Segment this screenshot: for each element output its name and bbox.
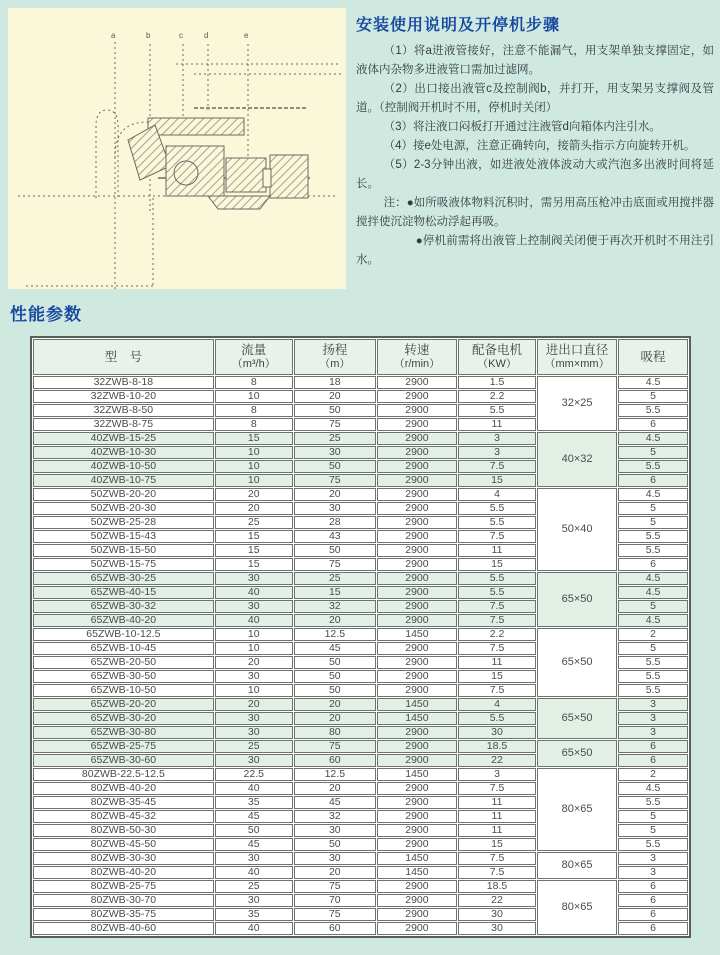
speed-cell: 2900	[377, 614, 457, 627]
model-cell: 65ZWB-40-15	[33, 586, 214, 599]
model-cell: 80ZWB-40-20	[33, 866, 214, 879]
speed-cell: 2900	[377, 572, 457, 585]
model-cell: 32ZWB-10-20	[33, 390, 214, 403]
model-cell: 40ZWB-10-50	[33, 460, 214, 473]
flow-cell: 10	[215, 390, 293, 403]
flow-cell: 15	[215, 544, 293, 557]
suction-cell: 6	[618, 908, 688, 921]
model-cell: 40ZWB-10-30	[33, 446, 214, 459]
power-cell: 5.5	[458, 502, 536, 515]
model-cell: 65ZWB-10-50	[33, 684, 214, 697]
speed-cell: 2900	[377, 432, 457, 445]
flow-cell: 30	[215, 572, 293, 585]
suction-cell: 6	[618, 880, 688, 893]
power-cell: 1.5	[458, 376, 536, 389]
head-cell: 18	[294, 376, 376, 389]
suction-cell: 6	[618, 558, 688, 571]
speed-cell: 2900	[377, 460, 457, 473]
suction-cell: 5.5	[618, 656, 688, 669]
suction-cell: 5	[618, 502, 688, 515]
instruction-paragraph: ●停机前需将出液管上控制阀关闭便于再次开机时不用注引水。	[356, 235, 714, 266]
flow-cell: 15	[215, 432, 293, 445]
flow-cell: 20	[215, 502, 293, 515]
diameter-cell: 80×65	[537, 852, 617, 879]
speed-cell: 2900	[377, 908, 457, 921]
instruction-paragraph: （4）接e处电源，注意正确转向，接箭头指示方向旋转开机。	[383, 140, 696, 152]
head-cell: 45	[294, 796, 376, 809]
model-cell: 80ZWB-35-45	[33, 796, 214, 809]
flow-cell: 45	[215, 810, 293, 823]
header-speed: 转速 （r/min）	[377, 339, 457, 375]
flow-cell: 10	[215, 446, 293, 459]
speed-cell: 2900	[377, 544, 457, 557]
head-cell: 43	[294, 530, 376, 543]
power-cell: 3	[458, 446, 536, 459]
head-cell: 32	[294, 810, 376, 823]
model-cell: 50ZWB-15-50	[33, 544, 214, 557]
flow-cell: 8	[215, 404, 293, 417]
head-cell: 50	[294, 656, 376, 669]
header-model: 型 号	[33, 339, 214, 375]
head-cell: 75	[294, 558, 376, 571]
speed-cell: 2900	[377, 642, 457, 655]
instruction-paragraph: 注：●如所吸液体物料沉积时，需另用高压枪冲击底面或用搅拌器搅拌使沉淀物松动浮起再吸。	[356, 197, 714, 228]
model-cell: 65ZWB-20-50	[33, 656, 214, 669]
suction-cell: 5.5	[618, 460, 688, 473]
power-cell: 7.5	[458, 684, 536, 697]
suction-cell: 4.5	[618, 376, 688, 389]
flow-cell: 20	[215, 488, 293, 501]
suction-cell: 4.5	[618, 586, 688, 599]
power-cell: 7.5	[458, 460, 536, 473]
suction-cell: 5	[618, 446, 688, 459]
power-cell: 5.5	[458, 586, 536, 599]
suction-cell: 3	[618, 712, 688, 725]
model-cell: 50ZWB-20-30	[33, 502, 214, 515]
flow-cell: 50	[215, 824, 293, 837]
flow-cell: 10	[215, 642, 293, 655]
flow-cell: 30	[215, 670, 293, 683]
speed-cell: 2900	[377, 656, 457, 669]
head-cell: 20	[294, 866, 376, 879]
flow-cell: 40	[215, 614, 293, 627]
model-cell: 80ZWB-30-70	[33, 894, 214, 907]
suction-cell: 5.5	[618, 796, 688, 809]
model-cell: 50ZWB-15-75	[33, 558, 214, 571]
power-cell: 15	[458, 838, 536, 851]
head-cell: 30	[294, 852, 376, 865]
suction-cell: 3	[618, 866, 688, 879]
table-row	[33, 376, 688, 389]
power-cell: 7.5	[458, 642, 536, 655]
diameter-cell: 80×65	[537, 768, 617, 851]
head-cell: 75	[294, 474, 376, 487]
pump-diagram	[8, 8, 346, 289]
power-cell: 7.5	[458, 530, 536, 543]
head-cell: 80	[294, 726, 376, 739]
model-cell: 65ZWB-40-20	[33, 614, 214, 627]
speed-cell: 2900	[377, 684, 457, 697]
flow-cell: 10	[215, 684, 293, 697]
model-cell: 50ZWB-15-43	[33, 530, 214, 543]
power-cell: 7.5	[458, 614, 536, 627]
head-cell: 50	[294, 404, 376, 417]
speed-cell: 2900	[377, 740, 457, 753]
head-cell: 60	[294, 754, 376, 767]
table-row	[33, 852, 688, 865]
suction-cell: 5.5	[618, 530, 688, 543]
speed-cell: 1450	[377, 698, 457, 711]
model-cell: 80ZWB-40-60	[33, 922, 214, 935]
speed-cell: 2900	[377, 474, 457, 487]
power-cell: 11	[458, 544, 536, 557]
table-header-row	[33, 339, 688, 375]
head-cell: 20	[294, 390, 376, 403]
head-cell: 20	[294, 488, 376, 501]
pipe-label-e: e	[244, 31, 249, 40]
model-cell: 65ZWB-30-25	[33, 572, 214, 585]
suction-cell: 5	[618, 642, 688, 655]
head-cell: 20	[294, 782, 376, 795]
suction-cell: 2	[618, 628, 688, 641]
suction-cell: 4.5	[618, 432, 688, 445]
flow-cell: 10	[215, 628, 293, 641]
header-flow: 流量 （m³/h）	[215, 339, 293, 375]
table-row	[33, 488, 688, 501]
table-row	[33, 698, 688, 711]
model-cell: 65ZWB-30-80	[33, 726, 214, 739]
model-cell: 65ZWB-30-60	[33, 754, 214, 767]
model-cell: 50ZWB-25-28	[33, 516, 214, 529]
model-cell: 32ZWB-8-50	[33, 404, 214, 417]
flow-cell: 40	[215, 866, 293, 879]
suction-cell: 5.5	[618, 404, 688, 417]
head-cell: 50	[294, 684, 376, 697]
head-cell: 20	[294, 712, 376, 725]
speed-cell: 2900	[377, 390, 457, 403]
suction-cell: 6	[618, 754, 688, 767]
power-cell: 5.5	[458, 404, 536, 417]
suction-cell: 4.5	[618, 572, 688, 585]
speed-cell: 2900	[377, 838, 457, 851]
header-diameter: 进出口直径 （mm×mm）	[537, 339, 617, 375]
power-cell: 7.5	[458, 852, 536, 865]
power-cell: 2.2	[458, 390, 536, 403]
model-cell: 65ZWB-25-75	[33, 740, 214, 753]
head-cell: 50	[294, 670, 376, 683]
head-cell: 25	[294, 572, 376, 585]
model-cell: 80ZWB-35-75	[33, 908, 214, 921]
power-cell: 15	[458, 474, 536, 487]
speed-cell: 1450	[377, 628, 457, 641]
flow-cell: 30	[215, 600, 293, 613]
table-row	[33, 768, 688, 781]
speed-cell: 2900	[377, 502, 457, 515]
instruction-paragraph: （1）将a进液管接好，注意不能漏气，用支架单独支撑固定，如液体内杂物多进液管口需加过滤网。	[356, 45, 714, 76]
flow-cell: 30	[215, 852, 293, 865]
suction-cell: 5	[618, 600, 688, 613]
diameter-cell: 32×25	[537, 376, 617, 431]
head-cell: 25	[294, 432, 376, 445]
suction-cell: 5.5	[618, 838, 688, 851]
suction-cell: 5.5	[618, 670, 688, 683]
table-row	[33, 432, 688, 445]
performance-section-title: 性能参数	[10, 305, 82, 324]
speed-cell: 2900	[377, 824, 457, 837]
power-cell: 11	[458, 418, 536, 431]
head-cell: 30	[294, 824, 376, 837]
flow-cell: 8	[215, 376, 293, 389]
pump-diagram-panel	[8, 8, 346, 289]
flow-cell: 25	[215, 740, 293, 753]
model-cell: 65ZWB-30-50	[33, 670, 214, 683]
speed-cell: 2900	[377, 810, 457, 823]
power-cell: 15	[458, 558, 536, 571]
head-cell: 20	[294, 614, 376, 627]
model-cell: 40ZWB-10-75	[33, 474, 214, 487]
speed-cell: 2900	[377, 404, 457, 417]
instruction-paragraph: （3）将注液口闷板打开通过注液管d向箱体内注引水。	[383, 121, 661, 133]
flow-cell: 30	[215, 712, 293, 725]
power-cell: 3	[458, 768, 536, 781]
table-row	[33, 740, 688, 753]
power-cell: 11	[458, 824, 536, 837]
model-cell: 50ZWB-20-20	[33, 488, 214, 501]
speed-cell: 2900	[377, 894, 457, 907]
flow-cell: 20	[215, 698, 293, 711]
instruction-paragraph: （2）出口接出液管c及控制阀b，并打开，用支架另支撑阀及管道。（控制阀开机时不用，停机时关闭）	[356, 83, 714, 114]
suction-cell: 6	[618, 894, 688, 907]
speed-cell: 2900	[377, 586, 457, 599]
power-cell: 18.5	[458, 740, 536, 753]
speed-cell: 2900	[377, 446, 457, 459]
suction-cell: 4.5	[618, 488, 688, 501]
speed-cell: 1450	[377, 712, 457, 725]
suction-cell: 5	[618, 810, 688, 823]
power-cell: 30	[458, 908, 536, 921]
diagram-pipe-labels	[111, 31, 249, 40]
suction-cell: 5.5	[618, 684, 688, 697]
flow-cell: 30	[215, 726, 293, 739]
model-cell: 65ZWB-10-12.5	[33, 628, 214, 641]
instructions-title: 安装使用说明及开停机步骤	[356, 17, 561, 34]
head-cell: 32	[294, 600, 376, 613]
power-cell: 11	[458, 810, 536, 823]
suction-cell: 5	[618, 824, 688, 837]
suction-cell: 2	[618, 768, 688, 781]
pipe-label-c: c	[179, 31, 183, 40]
head-cell: 15	[294, 586, 376, 599]
power-cell: 5.5	[458, 572, 536, 585]
power-cell: 18.5	[458, 880, 536, 893]
flow-cell: 22.5	[215, 768, 293, 781]
power-cell: 5.5	[458, 712, 536, 725]
power-cell: 4	[458, 698, 536, 711]
model-cell: 65ZWB-30-20	[33, 712, 214, 725]
flow-cell: 20	[215, 656, 293, 669]
head-cell: 20	[294, 698, 376, 711]
head-cell: 45	[294, 642, 376, 655]
model-cell: 80ZWB-22.5-12.5	[33, 768, 214, 781]
pipe-label-d: d	[204, 31, 209, 40]
speed-cell: 2900	[377, 670, 457, 683]
model-cell: 65ZWB-20-20	[33, 698, 214, 711]
suction-cell: 4.5	[618, 782, 688, 795]
speed-cell: 1450	[377, 768, 457, 781]
head-cell: 75	[294, 740, 376, 753]
head-cell: 28	[294, 516, 376, 529]
flow-cell: 10	[215, 460, 293, 473]
suction-cell: 3	[618, 852, 688, 865]
head-cell: 70	[294, 894, 376, 907]
speed-cell: 2900	[377, 558, 457, 571]
speed-cell: 2900	[377, 530, 457, 543]
power-cell: 5.5	[458, 516, 536, 529]
model-cell: 80ZWB-25-75	[33, 880, 214, 893]
model-cell: 80ZWB-45-50	[33, 838, 214, 851]
head-cell: 75	[294, 908, 376, 921]
speed-cell: 2900	[377, 726, 457, 739]
model-cell: 65ZWB-10-45	[33, 642, 214, 655]
model-cell: 80ZWB-40-20	[33, 782, 214, 795]
table-row	[33, 572, 688, 585]
flow-cell: 35	[215, 796, 293, 809]
power-cell: 22	[458, 754, 536, 767]
power-cell: 7.5	[458, 866, 536, 879]
model-cell: 80ZWB-45-32	[33, 810, 214, 823]
diameter-cell: 65×50	[537, 572, 617, 627]
suction-cell: 5.5	[618, 544, 688, 557]
speed-cell: 2900	[377, 488, 457, 501]
speed-cell: 2900	[377, 418, 457, 431]
power-cell: 30	[458, 726, 536, 739]
speed-cell: 1450	[377, 852, 457, 865]
flow-cell: 15	[215, 558, 293, 571]
performance-table	[30, 336, 691, 938]
power-cell: 7.5	[458, 600, 536, 613]
diameter-cell: 65×50	[537, 698, 617, 739]
flow-cell: 35	[215, 908, 293, 921]
head-cell: 50	[294, 544, 376, 557]
speed-cell: 2900	[377, 754, 457, 767]
power-cell: 15	[458, 670, 536, 683]
flow-cell: 25	[215, 880, 293, 893]
table-row	[33, 628, 688, 641]
suction-cell: 6	[618, 474, 688, 487]
header-power: 配备电机 （KW）	[458, 339, 536, 375]
flow-cell: 8	[215, 418, 293, 431]
pipe-label-b: b	[146, 31, 151, 40]
suction-cell: 6	[618, 922, 688, 935]
model-cell: 65ZWB-30-32	[33, 600, 214, 613]
model-cell: 32ZWB-8-18	[33, 376, 214, 389]
model-cell: 80ZWB-30-30	[33, 852, 214, 865]
power-cell: 30	[458, 922, 536, 935]
suction-cell: 3	[618, 698, 688, 711]
suction-cell: 4.5	[618, 614, 688, 627]
performance-table-body	[33, 376, 688, 935]
instructions-body	[356, 42, 714, 270]
head-cell: 12.5	[294, 628, 376, 641]
diameter-cell: 50×40	[537, 488, 617, 571]
power-cell: 2.2	[458, 628, 536, 641]
power-cell: 3	[458, 432, 536, 445]
diameter-cell: 65×50	[537, 740, 617, 767]
diameter-cell: 40×32	[537, 432, 617, 487]
head-cell: 30	[294, 446, 376, 459]
flow-cell: 40	[215, 782, 293, 795]
flow-cell: 15	[215, 530, 293, 543]
head-cell: 50	[294, 460, 376, 473]
head-cell: 12.5	[294, 768, 376, 781]
pipe-label-a: a	[111, 31, 116, 40]
head-cell: 75	[294, 418, 376, 431]
suction-cell: 5	[618, 516, 688, 529]
flow-cell: 45	[215, 838, 293, 851]
model-cell: 32ZWB-8-75	[33, 418, 214, 431]
speed-cell: 2900	[377, 922, 457, 935]
power-cell: 11	[458, 796, 536, 809]
flow-cell: 40	[215, 586, 293, 599]
suction-cell: 5	[618, 390, 688, 403]
head-cell: 75	[294, 880, 376, 893]
flow-cell: 40	[215, 922, 293, 935]
header-suction: 吸程	[618, 339, 688, 375]
speed-cell: 1450	[377, 866, 457, 879]
model-cell: 80ZWB-50-30	[33, 824, 214, 837]
flow-cell: 30	[215, 894, 293, 907]
power-cell: 7.5	[458, 782, 536, 795]
speed-cell: 2900	[377, 880, 457, 893]
head-cell: 60	[294, 922, 376, 935]
suction-cell: 3	[618, 726, 688, 739]
header-head: 扬程 （m）	[294, 339, 376, 375]
power-cell: 11	[458, 656, 536, 669]
speed-cell: 2900	[377, 600, 457, 613]
instructions-panel	[356, 8, 714, 270]
diameter-cell: 65×50	[537, 628, 617, 697]
flow-cell: 25	[215, 516, 293, 529]
instruction-paragraph: （5）2-3分钟出液，如进液处液体波动大或汽泡多出液时间将延长。	[356, 159, 714, 190]
diameter-cell: 80×65	[537, 880, 617, 935]
speed-cell: 2900	[377, 782, 457, 795]
suction-cell: 6	[618, 418, 688, 431]
head-cell: 50	[294, 838, 376, 851]
suction-cell: 6	[618, 740, 688, 753]
speed-cell: 2900	[377, 376, 457, 389]
flow-cell: 10	[215, 474, 293, 487]
table-row	[33, 880, 688, 893]
head-cell: 30	[294, 502, 376, 515]
power-cell: 22	[458, 894, 536, 907]
flow-cell: 30	[215, 754, 293, 767]
power-cell: 4	[458, 488, 536, 501]
speed-cell: 2900	[377, 796, 457, 809]
model-cell: 40ZWB-15-25	[33, 432, 214, 445]
speed-cell: 2900	[377, 516, 457, 529]
